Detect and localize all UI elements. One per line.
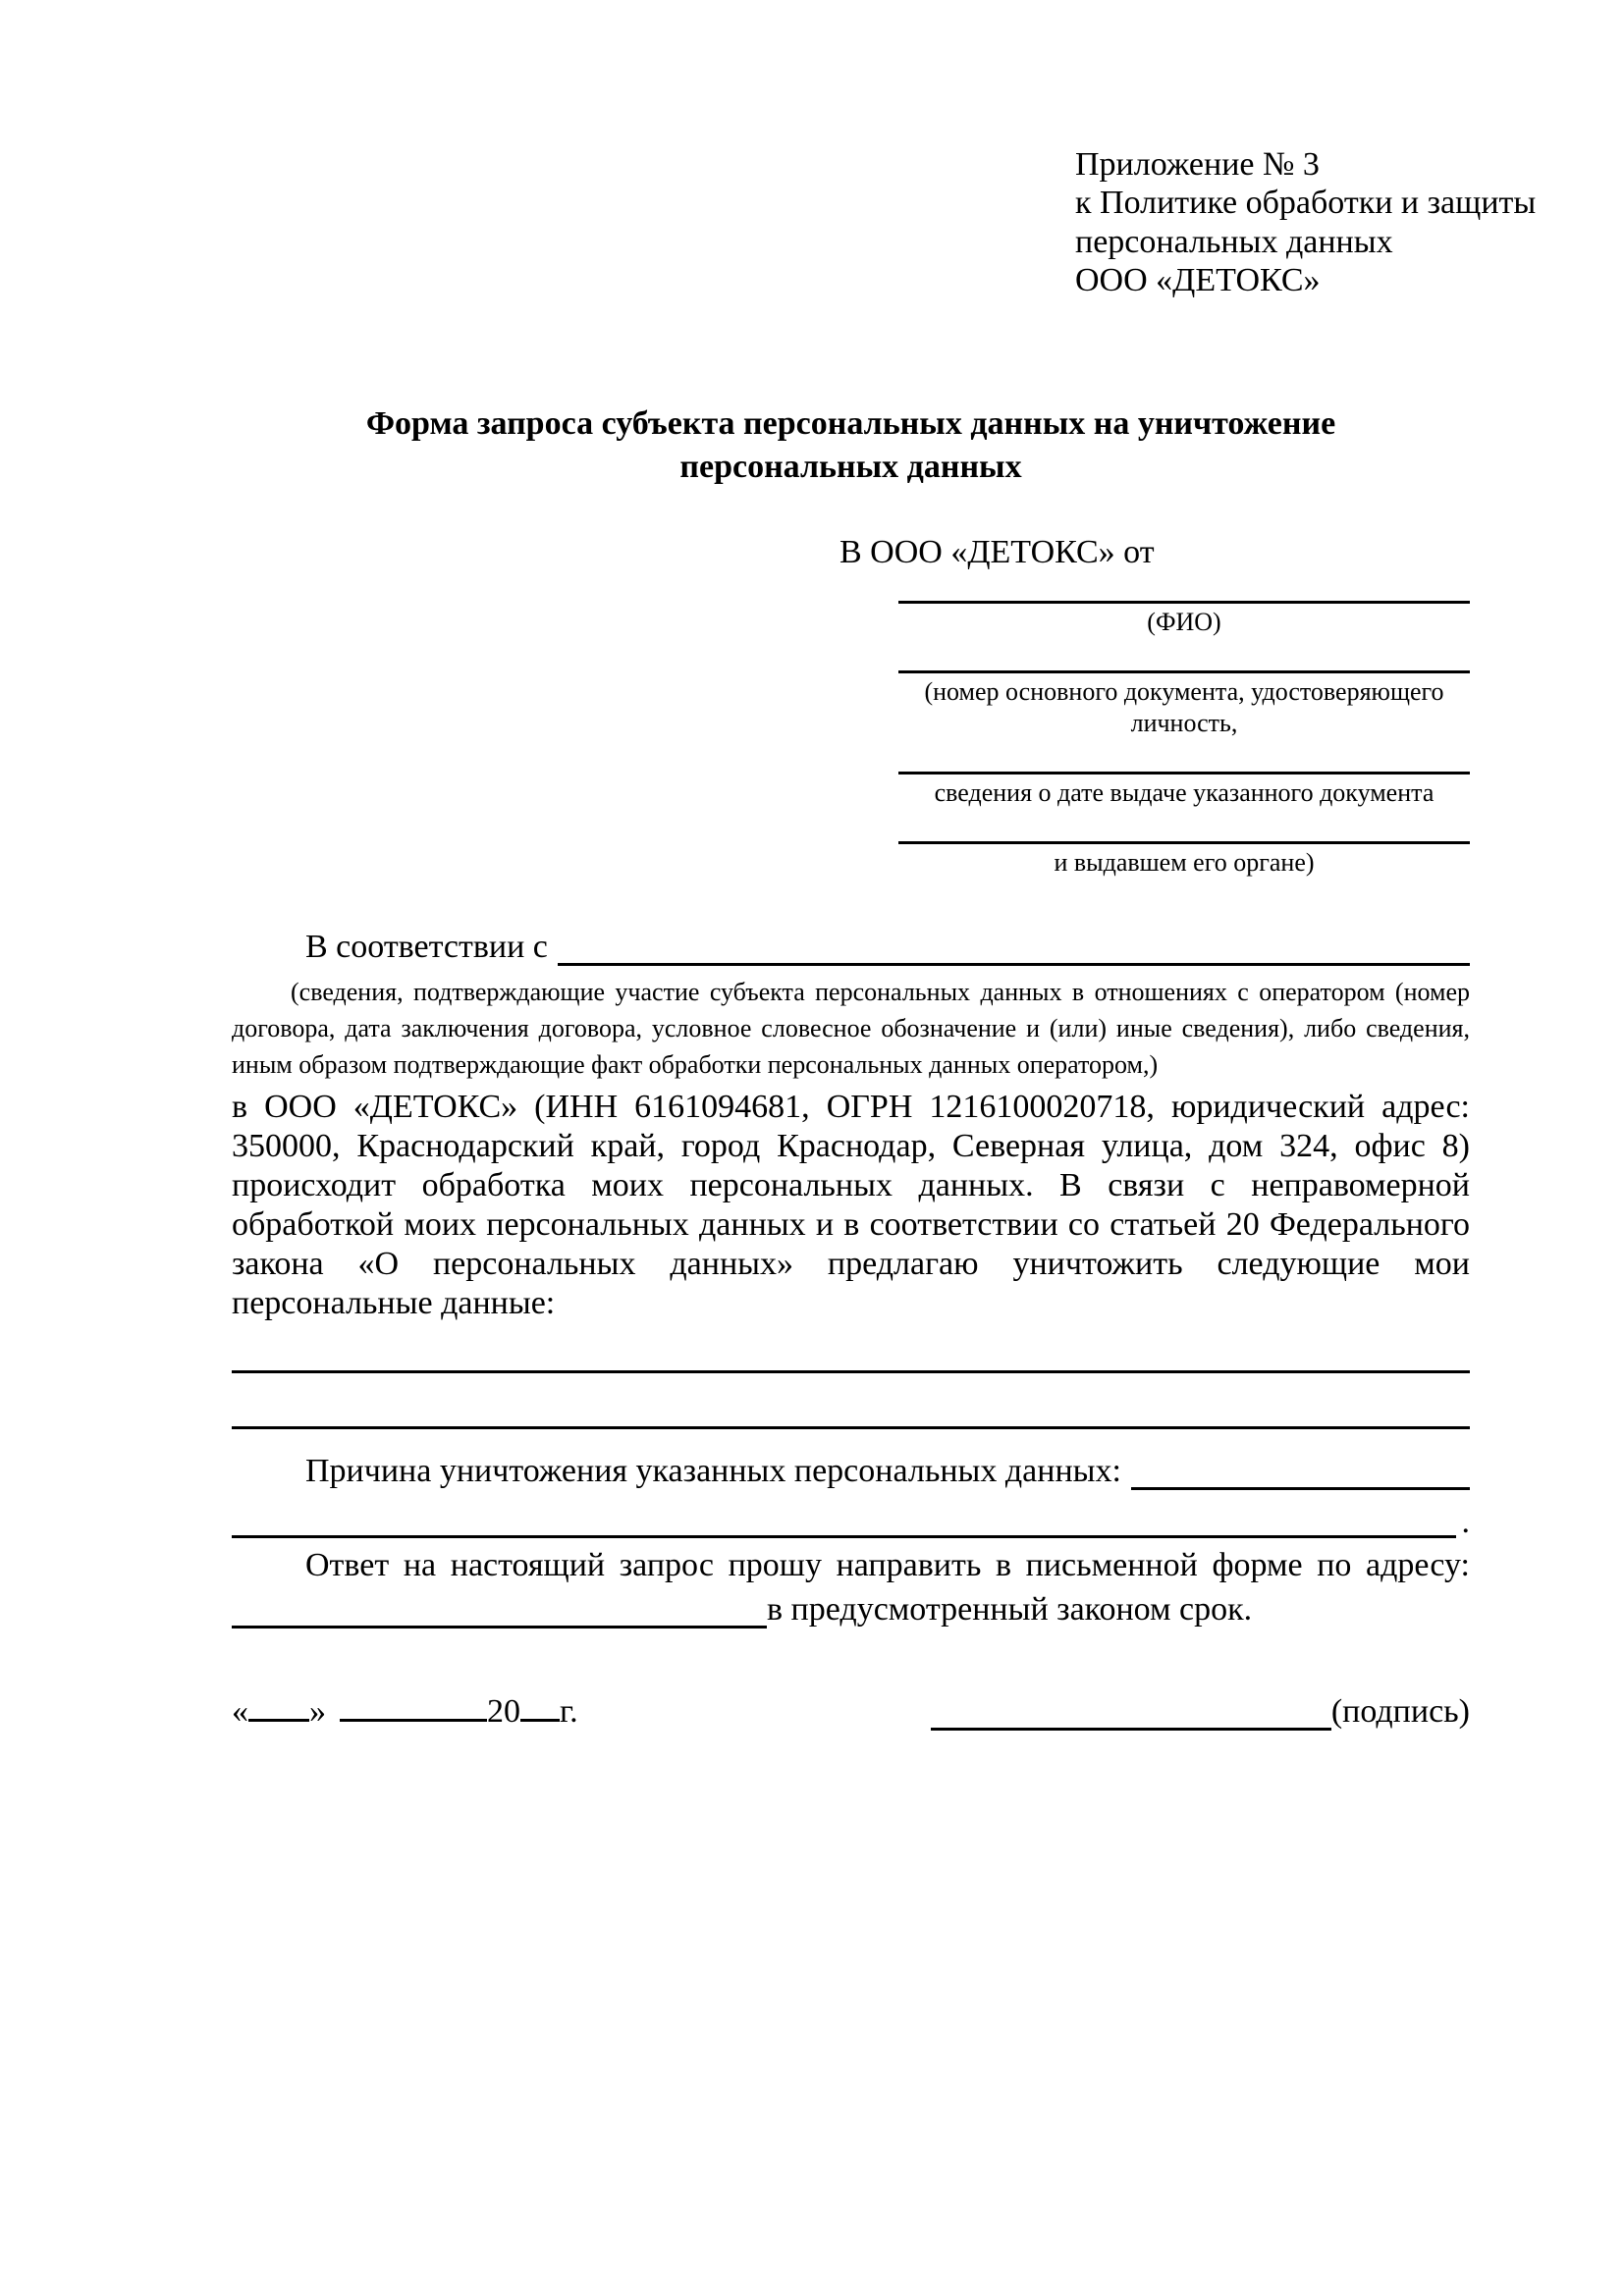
month-input-line[interactable]	[340, 1717, 487, 1722]
day-input-line[interactable]	[248, 1717, 309, 1722]
policy-reference-line-1: к Политике обработки и защиты	[1075, 185, 1537, 222]
personal-data-input-line-2[interactable]	[232, 1373, 1470, 1429]
appendix-number: Приложение № 3	[1075, 146, 1320, 183]
page-title: Форма запроса субъекта персональных данных на уничтожение персональных данных	[365, 404, 1336, 485]
response-request-paragraph: Ответ на настоящий запрос прошу направить в письменной форме по адресу:	[305, 1546, 1470, 1583]
reason-continuation-row	[232, 1504, 1470, 1541]
signature-line	[931, 1693, 1470, 1731]
document-issuer-input-line[interactable]	[898, 808, 1470, 844]
appendix-header	[1075, 145, 1537, 300]
signature-input-line[interactable]	[931, 1720, 1331, 1731]
accordance-footnote: (сведения, подтверждающие участие субъекта персональных данных в отношениях с оператором (номер договора, дата заключения договора, условное словесное обозначение и (или) иные сведения), либо сведения, иным образом подтверждающие факт обработки персональных данных оператором,)	[232, 978, 1470, 1080]
company-name: ООО «ДЕТОКС»	[1075, 262, 1321, 299]
response-tail-text: в предусмотренный законом срок.	[767, 1590, 1253, 1628]
addressee-line: В ООО «ДЕТОКС» от	[839, 534, 1155, 571]
reason-label: Причина уничтожения указанных персональных данных:	[305, 1453, 1121, 1490]
document-date-input-line[interactable]	[898, 738, 1470, 774]
signature-caption: (подпись)	[1330, 1692, 1470, 1730]
personal-data-input-line-1[interactable]	[232, 1323, 1470, 1373]
response-address-row	[232, 1591, 1470, 1629]
document-issuer-caption: и выдавшем его органе)	[1054, 847, 1315, 877]
reason-input-line[interactable]	[1131, 1479, 1470, 1490]
document-number-caption: (номер основного документа, удостоверяющего личность,	[924, 677, 1444, 737]
main-paragraph: в ООО «ДЕТОКС» (ИНН 6161094681, ОГРН 1216100020718, юридический адрес: 350000, Краснодарский край, город Краснодар, Северная улица, дом 324, офис 8) происходит обработка моих персональных данных. В связи с неправомерной обработкой моих персональных данных и в соответствии со статьей 20 Федерального закона «О персональных данных» предлагаю уничтожить следующие мои персональные данные:	[232, 1088, 1470, 1322]
accordance-input-line[interactable]	[558, 955, 1470, 966]
policy-reference-line-2: персональных данных	[1075, 223, 1393, 260]
year-prefix: 20	[487, 1692, 520, 1730]
accordance-label: В соответствии с	[305, 929, 548, 966]
accordance-row	[232, 929, 1470, 966]
reason-row	[232, 1453, 1470, 1490]
address-input-line[interactable]	[232, 1618, 767, 1629]
document-number-input-line[interactable]	[898, 637, 1470, 673]
fio-input-line[interactable]	[898, 571, 1470, 604]
fio-caption: (ФИО)	[1147, 608, 1221, 637]
document-date-caption: сведения о дате выдаче указанного документа	[934, 777, 1435, 807]
year-suffix: г.	[560, 1692, 578, 1730]
applicant-fields-block	[898, 571, 1470, 878]
quote-open: «	[232, 1692, 248, 1730]
sentence-period: .	[1461, 1504, 1470, 1541]
quote-close: »	[309, 1692, 326, 1730]
date-line	[232, 1693, 578, 1731]
year-input-line[interactable]	[520, 1717, 560, 1722]
reason-input-line-2[interactable]	[232, 1527, 1456, 1538]
date-signature-row	[232, 1693, 1470, 1731]
